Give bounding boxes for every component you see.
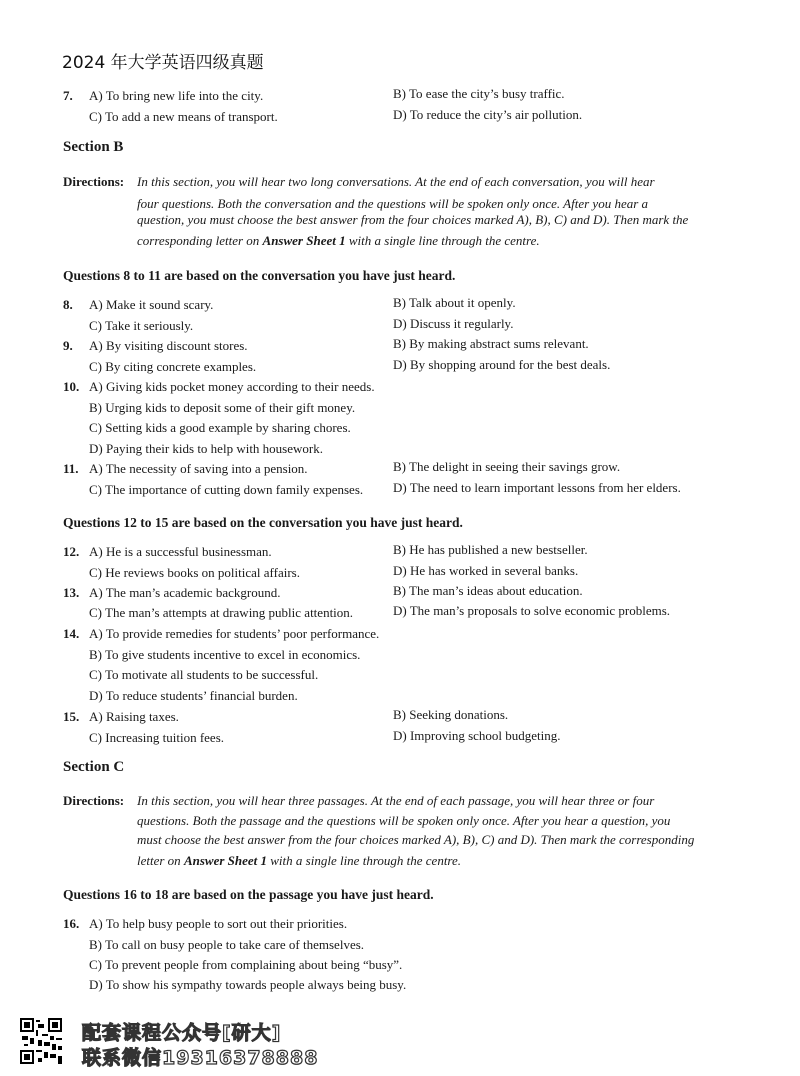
question-number: 14.	[63, 626, 80, 641]
answer-sheet-ref: Answer Sheet 1	[262, 233, 346, 248]
option-b: B) Urging kids to deposit some of their gift money.	[89, 400, 356, 415]
option-b: B) Talk about it openly.	[393, 295, 516, 310]
option-d: D) Paying their kids to help with housework.	[89, 441, 323, 456]
question-group-heading: Questions 12 to 15 are based on the conversation you have just heard.	[63, 515, 463, 530]
option-b: B) To ease the city’s busy traffic.	[393, 86, 565, 101]
option-c: C) To add a new means of transport.	[89, 109, 278, 124]
option-a: A) The man’s academic background.	[89, 585, 281, 600]
option-a: A) By visiting discount stores.	[89, 338, 248, 353]
directions-line: corresponding letter on Answer Sheet 1 with a single line through the centre.	[137, 233, 540, 248]
option-d: D) To reduce students’ financial burden.	[89, 688, 298, 703]
option-d: D) By shopping around for the best deals.	[393, 357, 611, 372]
directions-line: must choose the best answer from the four choices marked A), B), C) and D). Then mark the corresponding	[137, 832, 695, 847]
directions-label: Directions:	[63, 793, 125, 808]
question-number: 12.	[63, 544, 80, 559]
option-c: C) Setting kids a good example by sharing chores.	[89, 420, 351, 435]
promo-line: 配套课程公众号[研大]	[82, 1022, 282, 1044]
option-c: C) Increasing tuition fees.	[89, 730, 225, 745]
option-c: C) The man’s attempts at drawing public attention.	[89, 605, 354, 620]
option-d: D) He has worked in several banks.	[393, 563, 579, 578]
question-number: 7.	[63, 88, 73, 103]
option-a: A) Giving kids pocket money according to their needs.	[89, 379, 375, 394]
option-d: D) To show his sympathy towards people always being busy.	[89, 977, 407, 992]
option-a: A) He is a successful businessman.	[89, 544, 272, 559]
question-number: 15.	[63, 709, 80, 724]
option-c: C) To prevent people from complaining about being “busy”.	[89, 957, 403, 972]
directions-line: question, you must choose the best answer from the four choices marked A), B), C) and D). Then mark the	[137, 212, 689, 227]
option-b: B) The delight in seeing their savings grow.	[393, 459, 621, 474]
option-b: B) To give students incentive to excel in economics.	[89, 647, 361, 662]
option-c: C) To motivate all students to be successful.	[89, 667, 319, 682]
option-c: C) Take it seriously.	[89, 318, 194, 333]
section-c-title: Section C	[63, 759, 125, 775]
promo-footer	[20, 1018, 320, 1068]
question-number: 9.	[63, 338, 73, 353]
answer-sheet-ref: Answer Sheet 1	[183, 853, 268, 868]
qr-code-icon	[20, 1018, 62, 1064]
directions-line: In this section, you will hear three passages. At the end of each passage, you will hear three or four	[137, 793, 655, 808]
section-b-title: Section B	[63, 139, 124, 155]
question-group-heading: Questions 16 to 18 are based on the passage you have just heard.	[63, 887, 434, 902]
directions-line: four questions. Both the conversation and the questions will be spoken only once. After you hear a	[137, 196, 649, 211]
directions-label: Directions:	[63, 174, 125, 189]
option-a: A) Make it sound scary.	[89, 297, 214, 312]
option-d: D) The need to learn important lessons from her elders.	[393, 480, 681, 495]
promo-line: 联系微信19316378888	[82, 1047, 319, 1069]
question-number: 13.	[63, 585, 80, 600]
option-c: C) He reviews books on political affairs.	[89, 565, 300, 580]
option-a: A) The necessity of saving into a pension.	[89, 461, 308, 476]
option-c: C) The importance of cutting down family expenses.	[89, 482, 364, 497]
directions-line: questions. Both the passage and the questions will be spoken only once. After you hear a question, you	[137, 813, 671, 828]
option-b: B) Seeking donations.	[393, 707, 509, 722]
page-title: 2024 年大学英语四级真题	[62, 53, 264, 73]
option-a: A) To provide remedies for students’ poor performance.	[89, 626, 380, 641]
question-number: 8.	[63, 297, 73, 312]
option-a: A) To help busy people to sort out their priorities.	[89, 916, 348, 931]
option-a: A) To bring new life into the city.	[89, 88, 264, 103]
option-b: B) The man’s ideas about education.	[393, 583, 583, 598]
question-number: 11.	[63, 461, 79, 476]
option-b: B) To call on busy people to take care of themselves.	[89, 937, 365, 952]
directions-line: letter on Answer Sheet 1 with a single line through the centre.	[137, 853, 462, 868]
question-group-heading: Questions 8 to 11 are based on the conversation you have just heard.	[63, 268, 456, 283]
option-c: C) By citing concrete examples.	[89, 359, 257, 374]
option-b: B) By making abstract sums relevant.	[393, 336, 589, 351]
option-d: D) To reduce the city’s air pollution.	[393, 107, 583, 122]
directions-line: In this section, you will hear two long conversations. At the end of each conversation, you will hear	[137, 174, 655, 189]
question-number: 16.	[63, 916, 80, 931]
question-number: 10.	[63, 379, 80, 394]
option-a: A) Raising taxes.	[89, 709, 179, 724]
option-d: D) Discuss it regularly.	[393, 316, 514, 331]
option-d: D) The man’s proposals to solve economic problems.	[393, 603, 671, 618]
option-d: D) Improving school budgeting.	[393, 728, 561, 743]
option-b: B) He has published a new bestseller.	[393, 542, 588, 557]
